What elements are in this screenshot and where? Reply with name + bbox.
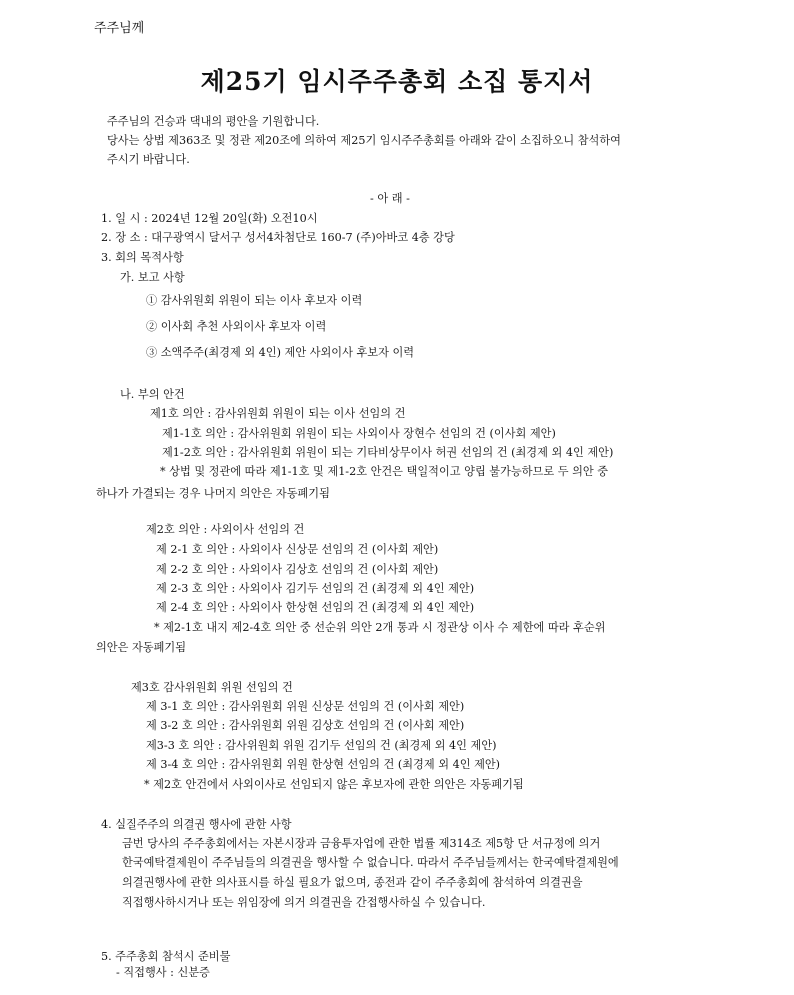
agenda1-sub: 제1-1호 의안 : 감사위원회 위원이 되는 사외이사 장현수 선임의 건 (이사회 제안) [162,427,556,440]
below-heading: - 아 래 - [370,192,410,205]
resolution-heading: 나. 부의 안건 [120,388,185,401]
agenda2-note: * 제2-1호 내지 제2-4호 의안 중 선순위 의안 2개 통과 시 정관상 이사 수 제한에 따라 후순위 [154,621,606,634]
report-heading: 가. 보고 사항 [120,271,185,284]
voting-line: 한국예탁결제원이 주주님들의 의결권을 행사할 수 없습니다. 따라서 주주님들께서는 한국예탁결제원에 [122,856,619,869]
agenda3-sub: 제 3-4 호 의안 : 감사위원회 위원 한상현 선임의 건 (최경제 외 4인 제안) [146,758,501,771]
agenda-heading: 3. 회의 목적사항 [101,251,184,264]
agenda1-note: * 상법 및 정관에 따라 제1-1호 및 제1-2호 안건은 택일적이고 양립 불가능하므로 두 의안 중 [160,465,609,478]
agenda3-note: * 제2호 안건에서 사외이사로 선임되지 않은 후보자에 관한 의안은 자동폐기됨 [144,778,524,791]
report-item: ① 감사위원회 위원이 되는 이사 후보자 이력 [146,294,363,307]
voting-heading: 4. 실질주주의 의결권 행사에 관한 사항 [101,818,292,831]
prepare-line: - 직접행사 : 신분증 [116,966,210,979]
page-title: 제25기 임시주주총회 소집 통지서 [200,67,594,96]
salutation: 주주님께 [94,21,145,36]
agenda3-sub: 제 3-2 호 의안 : 감사위원회 위원 김상호 선임의 건 (이사회 제안) [146,719,465,732]
agenda2-note: 의안은 자동폐기됨 [96,641,187,654]
item-place: 2. 장 소 : 대구광역시 달서구 성서4차첨단로 160-7 (주)아바코 4층 강당 [101,231,455,244]
agenda2-sub: 제 2-4 호 의안 : 사외이사 한상현 선임의 건 (최경제 외 4인 제안) [156,601,475,614]
voting-line: 금번 당사의 주주총회에서는 자본시장과 금융투자업에 관한 법률 제314조 제5항 단 서규정에 의거 [122,837,601,850]
voting-line: 의결권행사에 관한 의사표시를 하실 필요가 없으며, 종전과 같이 주주총회에 참석하여 의결권을 [122,876,583,889]
agenda1-title: 제1호 의안 : 감사위원회 위원이 되는 이사 선임의 건 [150,407,406,420]
report-item: ② 이사회 추천 사외이사 후보자 이력 [146,320,327,333]
agenda2-sub: 제 2-2 호 의안 : 사외이사 김상호 선임의 건 (이사회 제안) [156,563,439,576]
prepare-heading: 5. 주주총회 참석시 준비물 [101,950,231,963]
intro-line: 주주님의 건승과 댁내의 평안을 기원합니다. [107,115,320,128]
agenda2-sub: 제 2-1 호 의안 : 사외이사 신상문 선임의 건 (이사회 제안) [156,543,439,556]
agenda2-title: 제2호 의안 : 사외이사 선임의 건 [146,523,305,536]
agenda3-sub: 제 3-1 호 의안 : 감사위원회 위원 신상문 선임의 건 (이사회 제안) [146,700,465,713]
intro-line: 당사는 상법 제363조 및 정관 제20조에 의하여 제25기 임시주주총회를 아래와 같이 소집하오니 참석하여 [107,134,621,147]
agenda2-sub: 제 2-3 호 의안 : 사외이사 김기두 선임의 건 (최경제 외 4인 제안) [156,582,475,595]
agenda1-note: 하나가 가결되는 경우 나머지 의안은 자동폐기됨 [96,487,330,500]
intro-line: 주시기 바랍니다. [107,153,190,166]
agenda3-sub: 제3-3 호 의안 : 감사위원회 위원 김기두 선임의 건 (최경제 외 4인 제안) [146,739,497,752]
report-item: ③ 소액주주(최경제 외 4인) 제안 사외이사 후보자 이력 [146,346,415,359]
agenda1-sub: 제1-2호 의안 : 감사위원회 위원이 되는 기타비상무이사 허권 선임의 건 (최경제 외 4인 제안) [162,446,614,459]
item-date: 1. 일 시 : 2024년 12월 20일(화) 오전10시 [101,212,318,225]
agenda3-title: 제3호 감사위원회 위원 선임의 건 [131,681,293,694]
voting-line: 직접행사하시거나 또는 위임장에 의거 의결권을 간접행사하실 수 있습니다. [122,896,486,909]
